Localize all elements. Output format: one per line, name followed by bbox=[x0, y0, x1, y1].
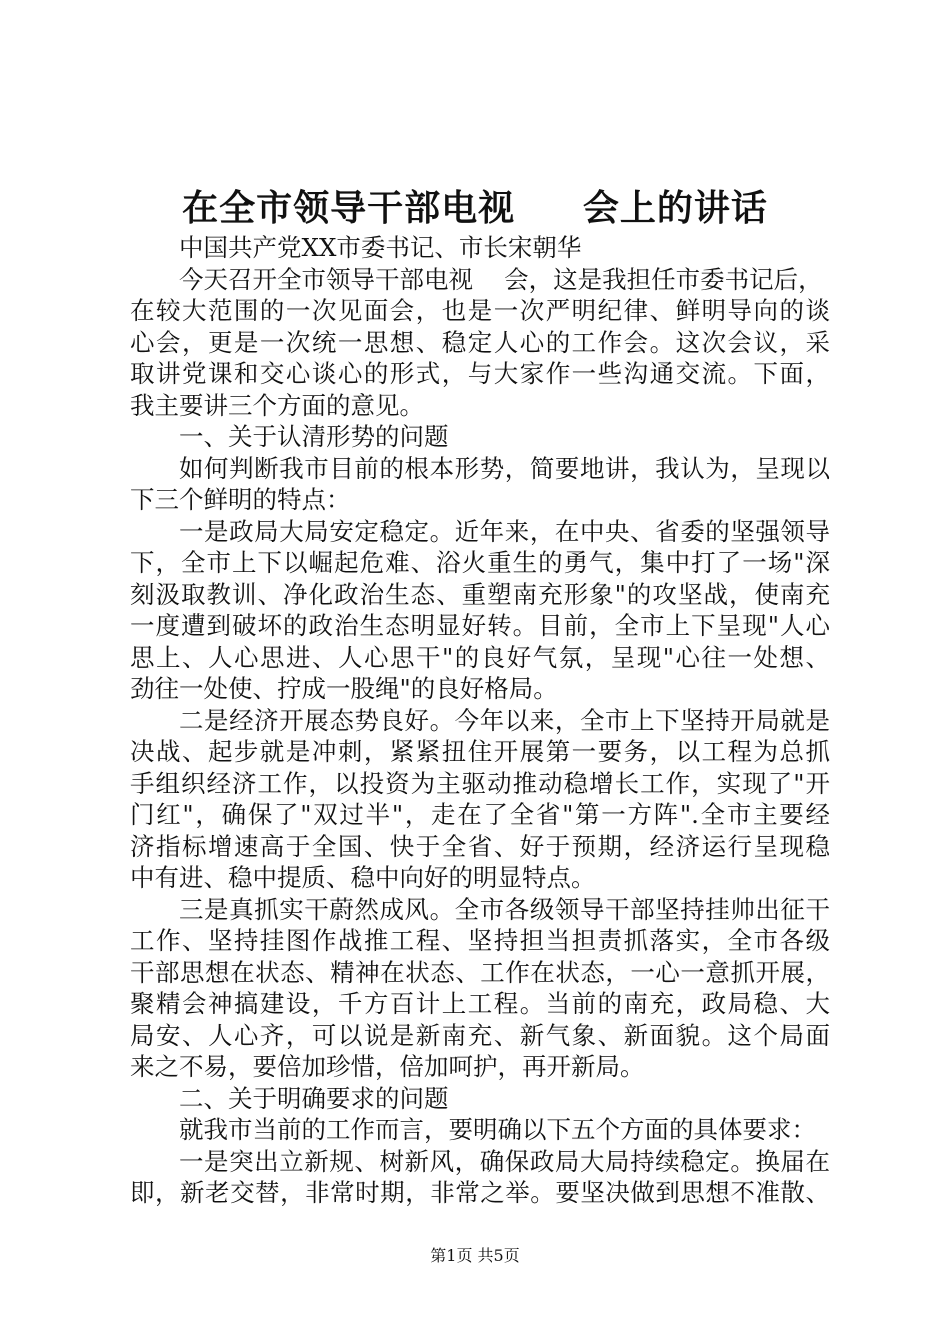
body-line: 三是真抓实干蔚然成风。全市各级领导干部坚持挂帅出征干 bbox=[179, 894, 830, 924]
body-line: 门红"，确保了"双过半"，走在了全省"第一方阵".全市主要经 bbox=[130, 800, 830, 829]
body-line: 局安、人心齐，可以说是新南充、新气象、新面貌。这个局面 bbox=[130, 1020, 830, 1050]
body-line: 决战、起步就是冲刺，紧紧扭住开展第一要务，以工程为总抓 bbox=[130, 737, 830, 766]
body-line: 下三个鲜明的特点： bbox=[130, 485, 351, 514]
body-line: 即，新老交替，非常时期，非常之举。要坚决做到思想不准散、 bbox=[130, 1178, 830, 1207]
body-line: 手组织经济工作，以投资为主驱动推动稳增长工作，实现了"开 bbox=[130, 768, 830, 798]
document-body bbox=[130, 232, 830, 1209]
body-line: 二是经济开展态势良好。今年以来，全市上下坚持开局就是 bbox=[179, 705, 830, 735]
document-title: 在全市领导干部电视 会上的讲话 bbox=[182, 187, 768, 229]
body-line: 来之不易，要倍加珍惜，倍加呵护，再开新局。 bbox=[130, 1052, 645, 1081]
body-line: 取讲党课和交心谈心的形式，与大家作一些沟通交流。下面， bbox=[130, 359, 830, 388]
body-line: 济指标增速高于全国、快于全省、好于预期，经济运行呈现稳 bbox=[130, 831, 830, 861]
body-line: 一是政局大局安定稳定。近年来，在中央、省委的坚强领导 bbox=[179, 516, 830, 546]
body-line: 中国共产党XX市委书记、市长宋朝华 bbox=[179, 233, 582, 262]
body-line: 干部思想在状态、精神在状态、工作在状态，一心一意抓开展， bbox=[130, 957, 830, 987]
body-line: 在较大范围的一次见面会，也是一次严明纪律、鲜明导向的谈 bbox=[130, 296, 830, 325]
body-line: 中有进、稳中提质、稳中向好的明显特点。 bbox=[130, 863, 596, 892]
body-line: 一、关于认清形势的问题 bbox=[179, 422, 449, 451]
body-line: 聚精会神搞建设，千方百计上工程。当前的南充，政局稳、大 bbox=[130, 989, 830, 1018]
body-line: 工作、坚持挂图作战推工程、坚持担当担责抓落实，全市各级 bbox=[130, 926, 830, 955]
body-line: 今天召开全市领导干部电视 会，这是我担任市委书记后， bbox=[179, 264, 823, 294]
body-line: 心会，更是一次统一思想、稳定人心的工作会。这次会议，采 bbox=[130, 327, 830, 357]
body-line: 如何判断我市目前的根本形势，简要地讲，我认为，呈现以 bbox=[179, 453, 830, 483]
page-footer: 第1页 共5页 bbox=[430, 1246, 520, 1265]
body-line: 二、关于明确要求的问题 bbox=[179, 1083, 449, 1113]
body-line: 刻汲取教训、净化政治生态、重塑南充形象"的攻坚战，使南充 bbox=[130, 579, 830, 609]
body-line: 就我市当前的工作而言，要明确以下五个方面的具体要求： bbox=[179, 1115, 816, 1144]
body-line: 我主要讲三个方面的意见。 bbox=[130, 390, 424, 420]
body-line: 思上、人心思进、人心思干"的良好气氛，呈现"心往一处想、 bbox=[130, 642, 830, 672]
body-line: 下，全市上下以崛起危难、浴火重生的勇气，集中打了一场"深 bbox=[130, 548, 830, 577]
body-line: 一度遭到破坏的政治生态明显好转。目前，全市上下呈现"人心 bbox=[130, 611, 830, 640]
body-line: 一是突出立新规、树新风，确保政局大局持续稳定。换届在 bbox=[179, 1146, 830, 1176]
body-line: 劲往一处使、拧成一股绳"的良好格局。 bbox=[130, 674, 558, 703]
